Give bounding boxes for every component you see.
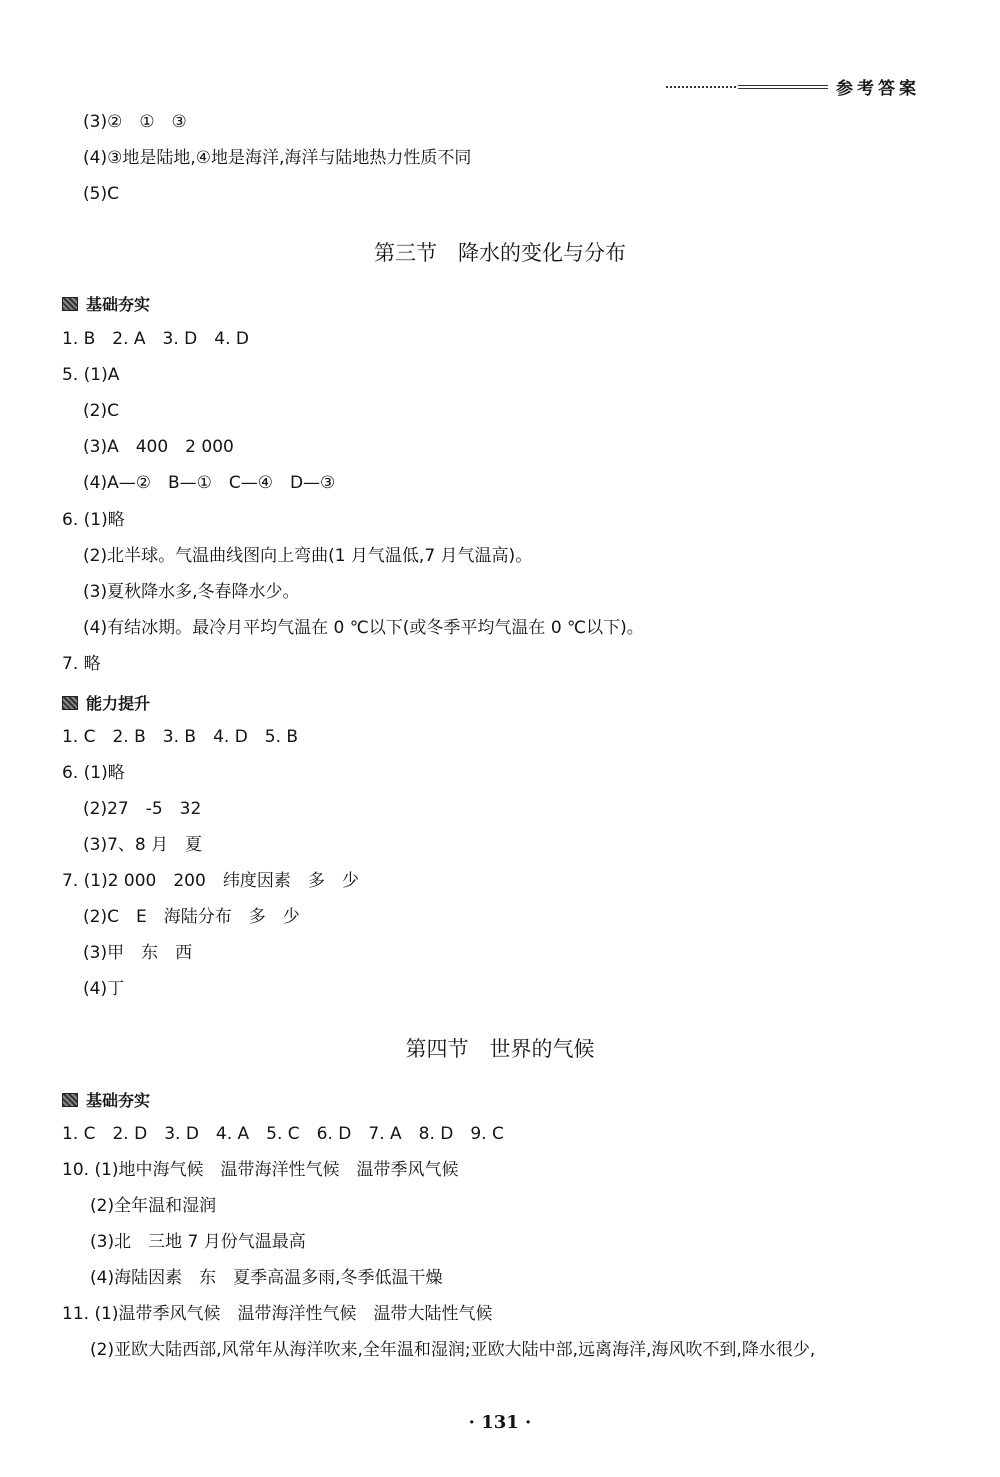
header-label: 参考答案 xyxy=(836,79,920,99)
answer-line: (2)C E 海陆分布 多 少 xyxy=(83,907,300,927)
subsection-label: 基础夯实 xyxy=(86,1091,151,1110)
answer-line: (3)甲 东 西 xyxy=(83,943,193,963)
square-bullet-icon xyxy=(62,297,78,311)
answer-line: 7. 略 xyxy=(62,654,101,674)
square-bullet-icon xyxy=(62,696,78,710)
answer-line: (3)北 三地 7 月份气温最高 xyxy=(90,1232,306,1252)
answer-line: 1. C 2. D 3. D 4. A 5. C 6. D 7. A 8. D 9. C xyxy=(62,1124,504,1144)
answer-line: (4)A—② B—① C—④ D—③ xyxy=(83,473,336,493)
running-header xyxy=(666,74,920,99)
header-rule xyxy=(666,82,828,92)
answer-line: (3)7、8 月 夏 xyxy=(83,835,203,855)
subsection-heading xyxy=(62,1088,150,1111)
answer-line: (4)海陆因素 东 夏季高温多雨,冬季低温干燥 xyxy=(90,1268,443,1288)
answer-line: (3)A 400 2 000 xyxy=(83,437,234,457)
page-number: · 131 · xyxy=(468,1412,532,1433)
subsection-heading xyxy=(62,292,150,315)
answer-line: 5. (1)A xyxy=(62,365,120,385)
answer-line: (2)北半球。气温曲线图向上弯曲(1 月气温低,7 月气温高)。 xyxy=(83,546,533,566)
subsection-label: 能力提升 xyxy=(86,694,151,713)
answer-line: (4)丁 xyxy=(83,979,125,999)
answer-line: (3)夏秋降水多,冬春降水少。 xyxy=(83,582,300,602)
answer-line: (3)② ① ③ xyxy=(83,112,187,132)
answer-line: 10. (1)地中海气候 温带海洋性气候 温带季风气候 xyxy=(62,1160,459,1180)
section-title: 第四节 世界的气候 xyxy=(405,1037,595,1061)
answer-line: (2)C xyxy=(83,401,119,421)
section-title: 第三节 降水的变化与分布 xyxy=(374,241,626,265)
answer-line: 6. (1)略 xyxy=(62,510,125,530)
subsection-label: 基础夯实 xyxy=(86,295,151,314)
answer-line: 1. B 2. A 3. D 4. D xyxy=(62,329,249,349)
answer-line: (4)有结冰期。最冷月平均气温在 0 ℃以下(或冬季平均气温在 0 ℃以下)。 xyxy=(83,618,644,638)
answer-line: 11. (1)温带季风气候 温带海洋性气候 温带大陆性气候 xyxy=(62,1304,493,1324)
answer-line: (2)27 -5 32 xyxy=(83,799,202,819)
answer-line: (4)③地是陆地,④地是海洋,海洋与陆地热力性质不同 xyxy=(83,148,472,168)
subsection-heading xyxy=(62,691,150,714)
answer-line: 6. (1)略 xyxy=(62,763,125,783)
answer-line: (5)C xyxy=(83,184,119,204)
answer-line: (2)亚欧大陆西部,风常年从海洋吹来,全年温和湿润;亚欧大陆中部,远离海洋,海风吹不到,降水很少, xyxy=(90,1340,816,1360)
answer-line: (2)全年温和湿润 xyxy=(90,1196,217,1216)
square-bullet-icon xyxy=(62,1093,78,1107)
answer-line: 1. C 2. B 3. B 4. D 5. B xyxy=(62,727,299,747)
answer-line: 7. (1)2 000 200 纬度因素 多 少 xyxy=(62,871,359,891)
